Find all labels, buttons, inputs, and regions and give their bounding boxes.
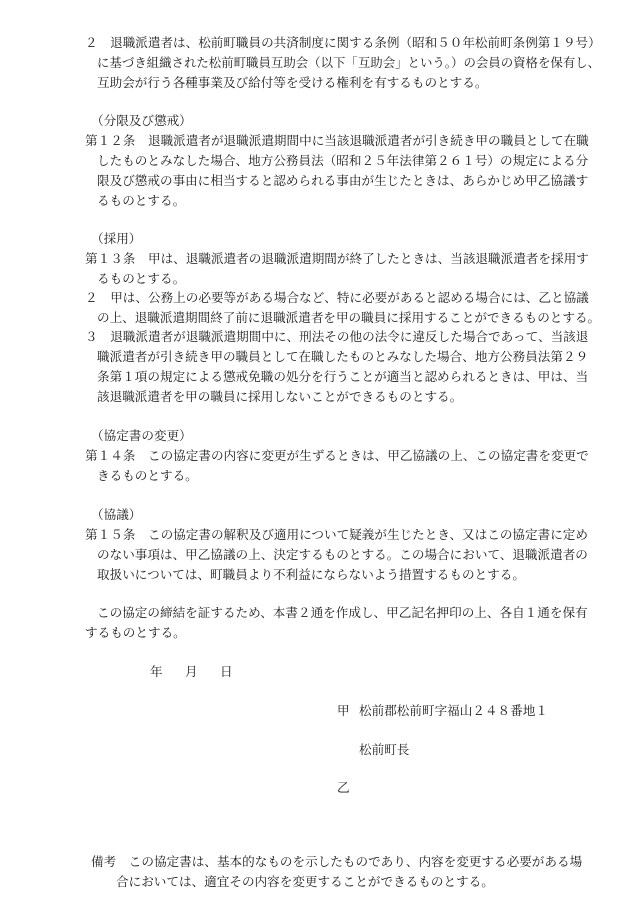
article13-line-5: ３ 退職派遣者が退職派遣期間中に、刑法その他の法令に違反した場合であって、当該退 (85, 329, 589, 344)
article12-heading: （分限及び懲戒） (91, 113, 192, 128)
article13-line-4: の上、退職派遣期間終了前に退職派遣者を甲の職員に採用することができるものとする。 (97, 310, 601, 325)
closing-line-1: この協定の締結を証するため、本書２通を作成し、甲乙記名押印の上、各自１通を保有 (97, 605, 588, 620)
article11-line-3: 互助会が行う各種事業及び給付等を受ける権利を有するものとする。 (97, 75, 488, 90)
article15-heading: （協議） (91, 507, 142, 522)
article13-line-8: 該退職派遣者を甲の職員に採用しないことができるものとする。 (97, 389, 463, 404)
party-a-label: 甲 (337, 703, 350, 718)
article13-line-7: 条第１項の規定による懲戒免職の処分を行うことが適当と認められるときは、甲は、当 (97, 369, 589, 384)
article15-line-2: のない事項は、甲乙協議の上、決定するものとする。この場合において、退職派遣者の (97, 547, 588, 562)
article13-line-2: るものとする。 (97, 271, 186, 286)
article15-line-1: 第１５条 この協定書の解釈及び適用について疑義が生じたとき、又はこの協定書に定め (85, 527, 588, 542)
party-a-address: 松前郡松前町字福山２４８番地１ (359, 703, 548, 718)
date-year: 年 (150, 664, 163, 679)
article13-line-3: ２ 甲は、公務上の必要等がある場合など、特に必要があると認める場合には、乙と協議 (85, 290, 589, 305)
article14-line-1: 第１４条 この協定書の内容に変更が生ずるときは、甲乙協議の上、この協定書を変更で (85, 448, 589, 463)
remark-line-2: 合においては、適宜その内容を変更することができるものとする。 (116, 874, 494, 889)
article13-line-1: 第１３条 甲は、退職派遣者の退職派遣期間が終了したときは、当該退職派遣者を採用す (85, 251, 589, 266)
article11-line-2: に基づき組織された松前町職員互助会（以下「互助会」という。）の会員の資格を保有し、 (97, 55, 601, 70)
article12-line-4: るものとする。 (97, 193, 186, 208)
article14-heading: （協定書の変更） (91, 428, 192, 443)
party-a-title: 松前町長 (359, 742, 410, 757)
article13-line-6: 職派遣者が引き続き甲の職員として在職したものとみなした場合、地方公務員法第２９ (97, 349, 589, 364)
date-day: 日 (220, 664, 233, 679)
article12-line-1: 第１２条 退職派遣者が退職派遣期間中に当該退職派遣者が引き続き甲の職員として在職 (85, 133, 589, 148)
closing-line-2: するものとする。 (85, 625, 186, 640)
article12-line-3: 限及び懲戒の事由に相当すると認められる事由が生じたときは、あらかじめ甲乙協議す (97, 173, 589, 188)
article11-line-1: ２ 退職派遣者は、松前町職員の共済制度に関する条例（昭和５０年松前町条例第１９号） (85, 35, 601, 50)
article12-line-2: したものとみなした場合、地方公務員法（昭和２５年法律第２６１号）の規定による分 (97, 153, 589, 168)
article13-heading: （採用） (91, 231, 142, 246)
date-month: 月 (185, 664, 198, 679)
article15-line-3: 取扱いについては、町職員より不利益にならないよう措置するものとする。 (97, 567, 525, 582)
party-b-label: 乙 (337, 780, 350, 795)
article14-line-2: きるものとする。 (97, 468, 198, 483)
remark-line-1: 備考 この協定書は、基本的なものを示したものであり、内容を変更する必要がある場 (91, 854, 583, 869)
